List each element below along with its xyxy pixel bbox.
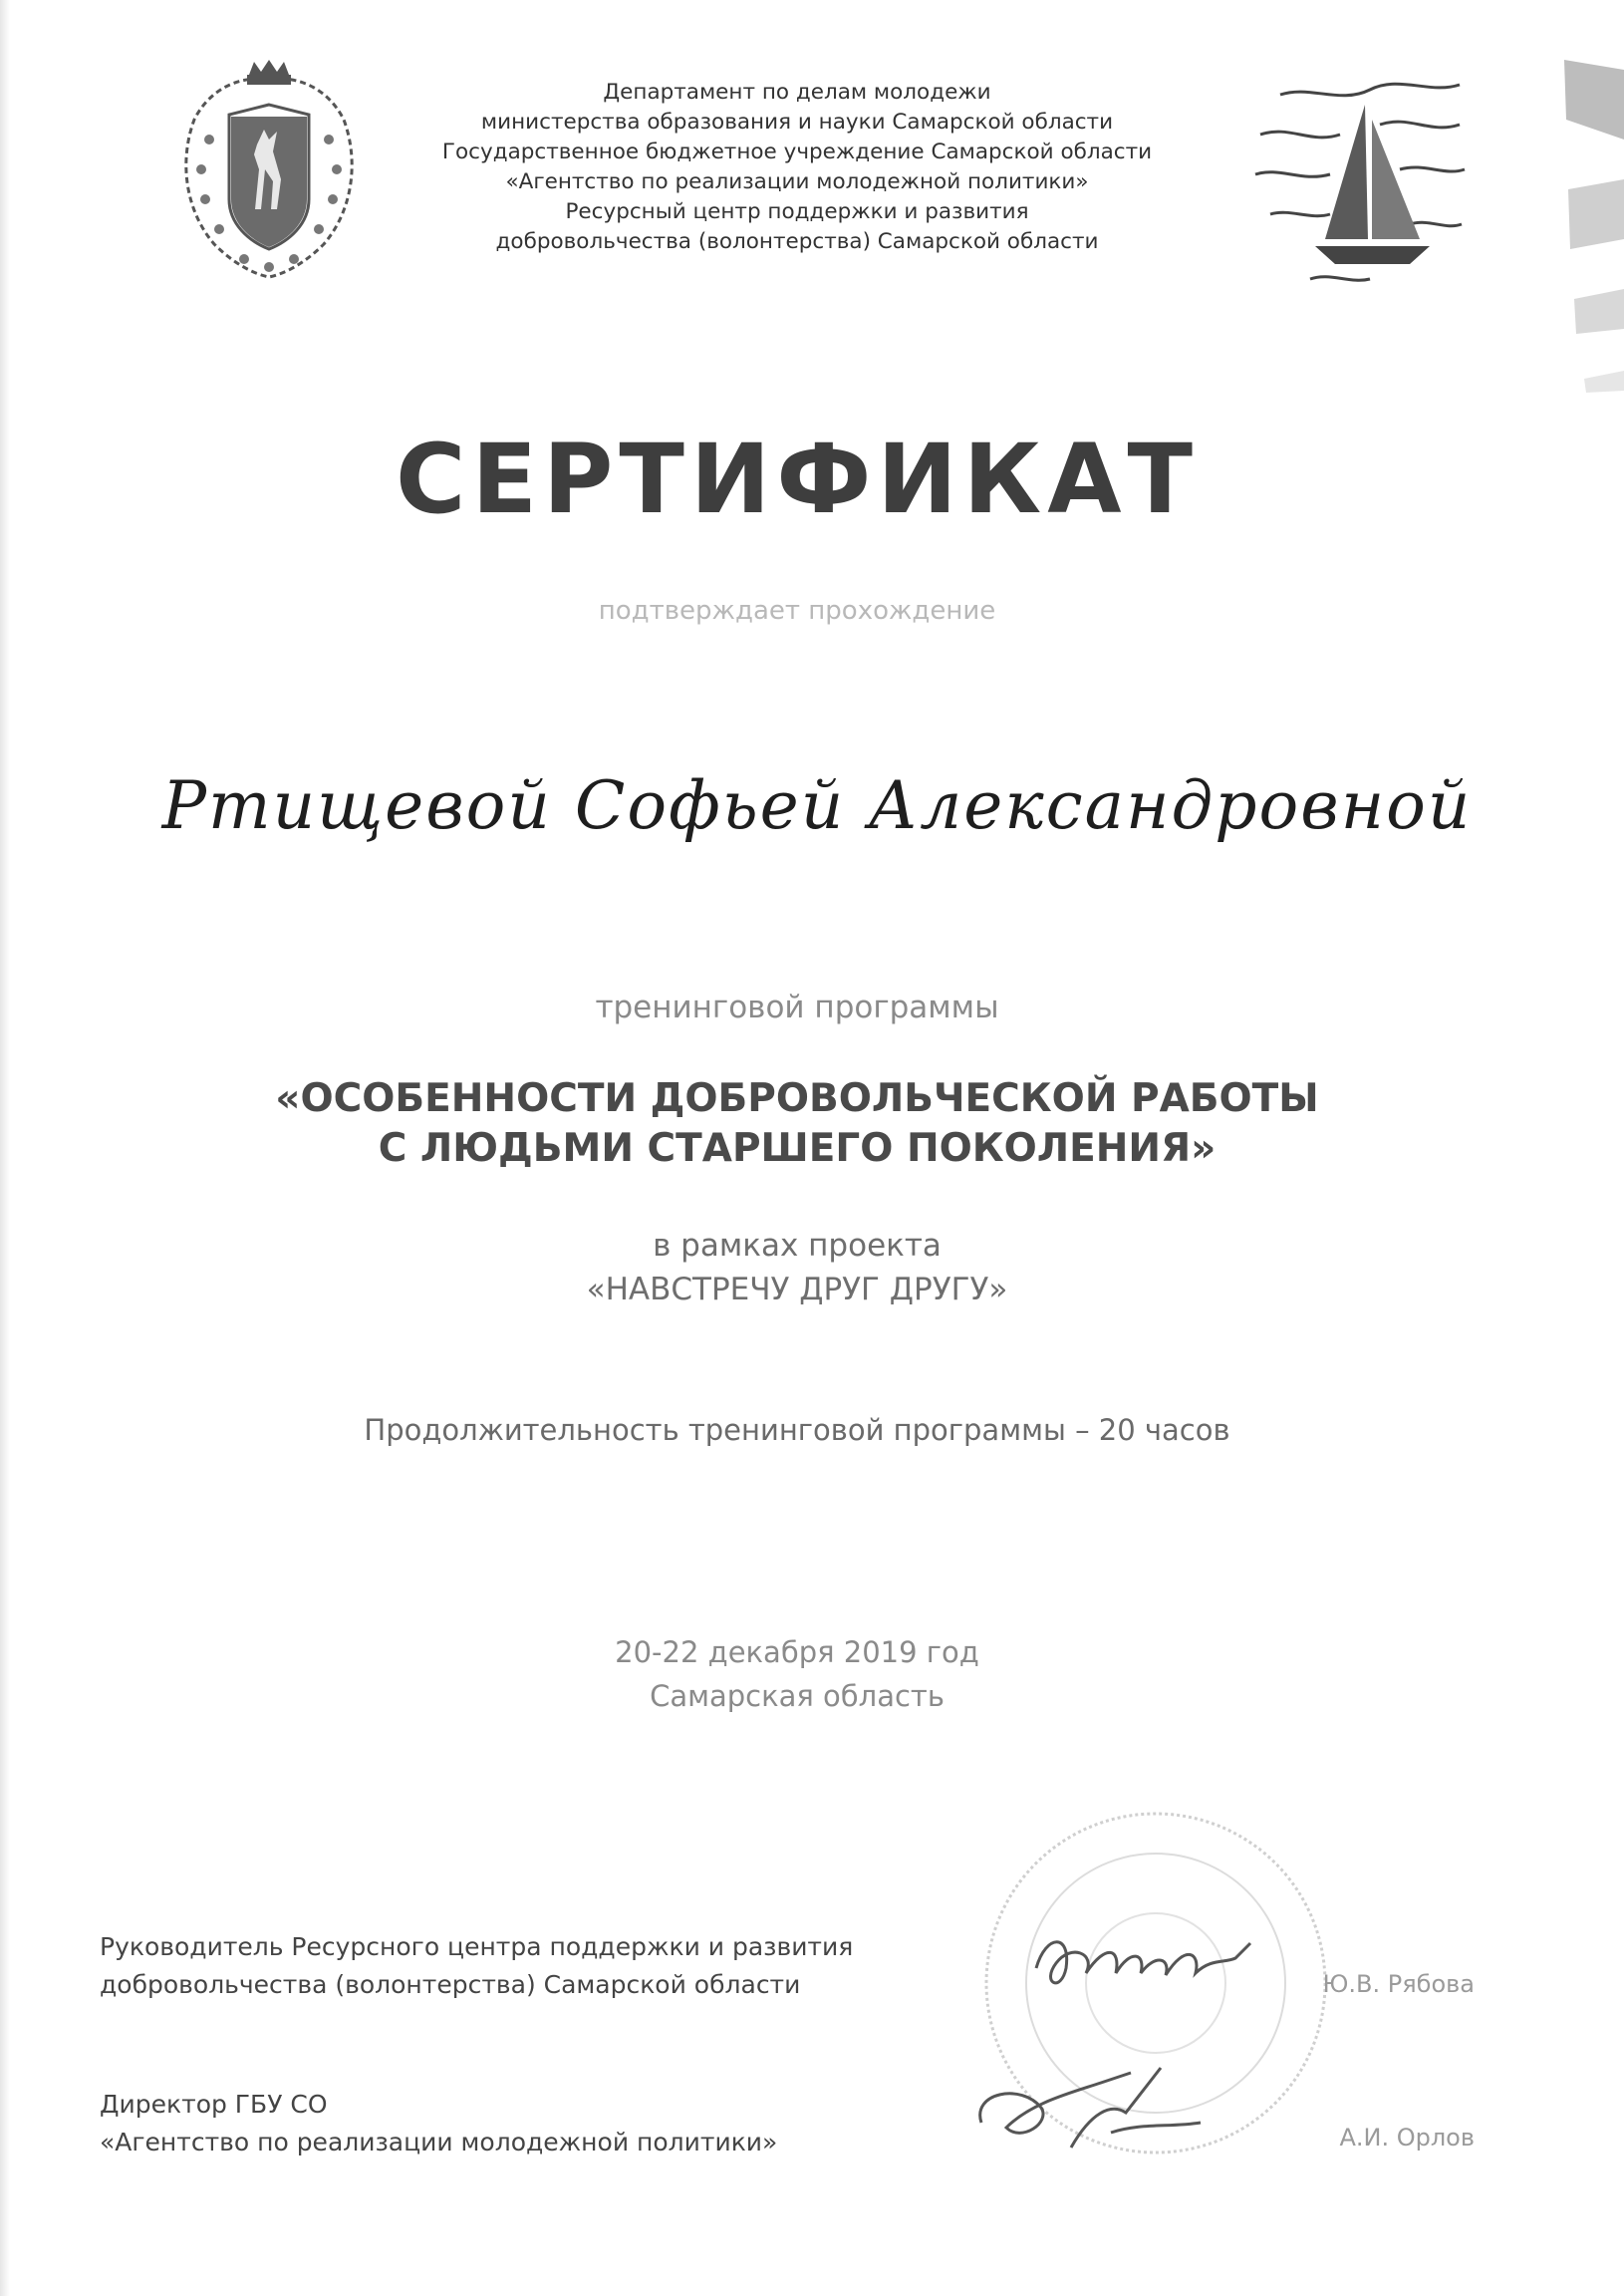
header-line: «Агентство по реализации молодежной политики» [505,169,1089,194]
project-intro: в рамках проекта [653,1228,942,1264]
signatory-role: добровольчества (волонтерства) Самарской области [100,1970,801,1999]
project-block [299,1224,1295,1311]
signatory-name: А.И. Орлов [1339,2124,1475,2152]
sailboat-logo-icon [1250,75,1470,289]
header-line: Ресурсный центр поддержки и развития [565,199,1029,224]
header-line: Государственное бюджетное учреждение Самарской области [441,140,1153,164]
program-title [199,1074,1395,1174]
recipient-name-handwritten: Ртищевой Софьей Александровной [161,767,1473,844]
signatory-row [100,1928,1494,2004]
program-title-line: С ЛЮДЬМИ СТАРШЕГО ПОКОЛЕНИЯ» [378,1126,1217,1171]
header-line: министерства образования и науки Самарской области [480,110,1114,135]
program-duration: Продолжительность тренинговой программы – 20 часов [364,1413,1230,1447]
program-title-line: «ОСОБЕННОСТИ ДОБРОВОЛЬЧЕСКОЙ РАБОТЫ [275,1076,1319,1121]
date-location-block [399,1630,1196,1718]
signatory-row [100,2086,1494,2161]
program-dates: 20-22 декабря 2019 год [615,1635,979,1669]
signatory-role: Руководитель Ресурсного центра поддержки и развития [100,1932,854,1961]
issuing-organization-header [399,78,1196,257]
scan-edge-left [0,0,10,2296]
certificate-subtitle: подтверждает прохождение [598,596,996,626]
scan-edge-right [1554,0,1624,2296]
program-region: Самарская область [650,1679,945,1713]
header-line: Департамент по делам молодежи [603,80,991,105]
header-line: добровольчества (волонтерства) Самарской области [495,229,1099,254]
certificate-title: СЕРТИФИКАТ [395,424,1199,535]
signatory-name: Ю.В. Рябова [1322,1970,1475,1998]
project-name: «НАВСТРЕЧУ ДРУГ ДРУГУ» [586,1272,1008,1307]
samara-coat-of-arms-icon [169,60,369,284]
signatory-role: Директор ГБУ СО [100,2090,328,2119]
signatory-role: «Агентство по реализации молодежной политики» [100,2128,778,2156]
program-intro: тренинговой программы [595,990,999,1025]
